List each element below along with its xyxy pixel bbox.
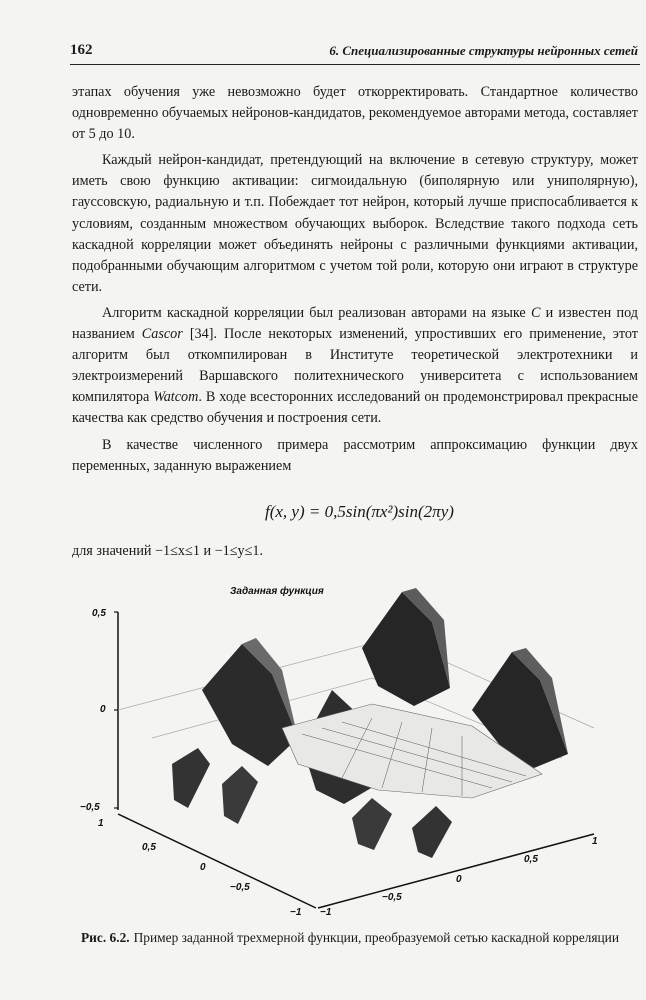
x-tick-label: 0,5 (524, 854, 538, 865)
z-tick-label: −0,5 (80, 802, 100, 813)
surface-peak (362, 592, 450, 706)
y-tick-label: −0,5 (230, 882, 250, 893)
page-number: 162 (70, 42, 93, 58)
x-tick-label: −1 (320, 907, 332, 918)
paragraph-2: Каждый нейрон-кандидат, претендующий на включение в сетевую структуру, может иметь свою функцию активации: сигмоидальную (биполярную или униполярную), гауссовскую, радиальную и т.п. Побеждает тот нейрон, который лучше приспосабливается к условиям, созданным множеством обучающих выборок. Вследствие такого подхода сеть каскадной корреляции может объединять нейроны с различными функциями активации, подобранными обучающим алгоритмом с учетом той роли, которую они играют в структуре сети. (72, 152, 638, 295)
surface (172, 588, 568, 858)
caption-label: Рис. 6.2. (81, 930, 130, 945)
y-tick-label: 0 (200, 862, 206, 873)
caption-text: Пример заданной трехмерной функции, преобразуемой сетью каскадной корреляции (133, 930, 619, 945)
formula: f(x, y) = 0,5sin(πx²)sin(2πy) (265, 502, 454, 521)
paragraph-3-part3: [34]. После некоторых изменений, упростивших его применение, этот алгоритм был откомпилирован в Институте теоретической электротехники и электроизмерений Варшавского политехнического университета с использованием компилятора (72, 326, 638, 406)
plot-title: Заданная функция (230, 586, 324, 597)
program-name: Cascor (141, 326, 183, 343)
compiler-name: Watcom (153, 389, 199, 406)
surface-trough (222, 766, 258, 824)
x-tick-label: 0 (456, 874, 462, 885)
paragraph-1: этапах обучения уже невозможно будет откорректировать. Стандартное количество одновременно обучаемых нейронов-кандидатов, рекомендуемое авторами метода, составляет от 5 до 10. (72, 84, 638, 143)
x-tick-label: −0,5 (382, 892, 402, 903)
surface-trough (412, 806, 452, 858)
paragraph-3 (72, 303, 638, 430)
y-tick-label: 1 (98, 818, 104, 829)
z-tick-label: 0 (100, 704, 106, 715)
running-title: 6. Специализированные структуры нейронных сетей (329, 43, 638, 58)
paragraph-3-part1: Алгоритм каскадной корреляции был реализован авторами на языке (102, 304, 531, 321)
body-text (72, 82, 638, 482)
figure-surface-plot (72, 578, 612, 918)
x-axis (318, 834, 594, 908)
x-tick-label: 1 (592, 836, 598, 847)
language-name: C (530, 304, 541, 321)
surface-peak (202, 644, 298, 766)
surface-trough (352, 798, 392, 850)
paragraph-4: В качестве численного примера рассмотрим аппроксимацию функции двух переменных, заданную выражением (72, 436, 638, 474)
surface-trough (172, 748, 210, 808)
z-tick-label: 0,5 (92, 608, 106, 619)
y-tick-label: 0,5 (142, 842, 156, 853)
paragraph-3-part4: . В ходе всесторонних исследований он продемонстрировал прекрасные качества как средство обучения и построения сети. (72, 389, 638, 427)
y-tick-label: −1 (290, 907, 302, 918)
y-axis (118, 814, 316, 908)
figure-caption (80, 928, 620, 948)
surface-plot-svg (72, 578, 612, 918)
paragraph-3-part2: и известен под названием (72, 304, 638, 343)
range-text: для значений −1≤x≤1 и −1≤y≤1. (72, 543, 263, 559)
page-header (70, 40, 640, 65)
